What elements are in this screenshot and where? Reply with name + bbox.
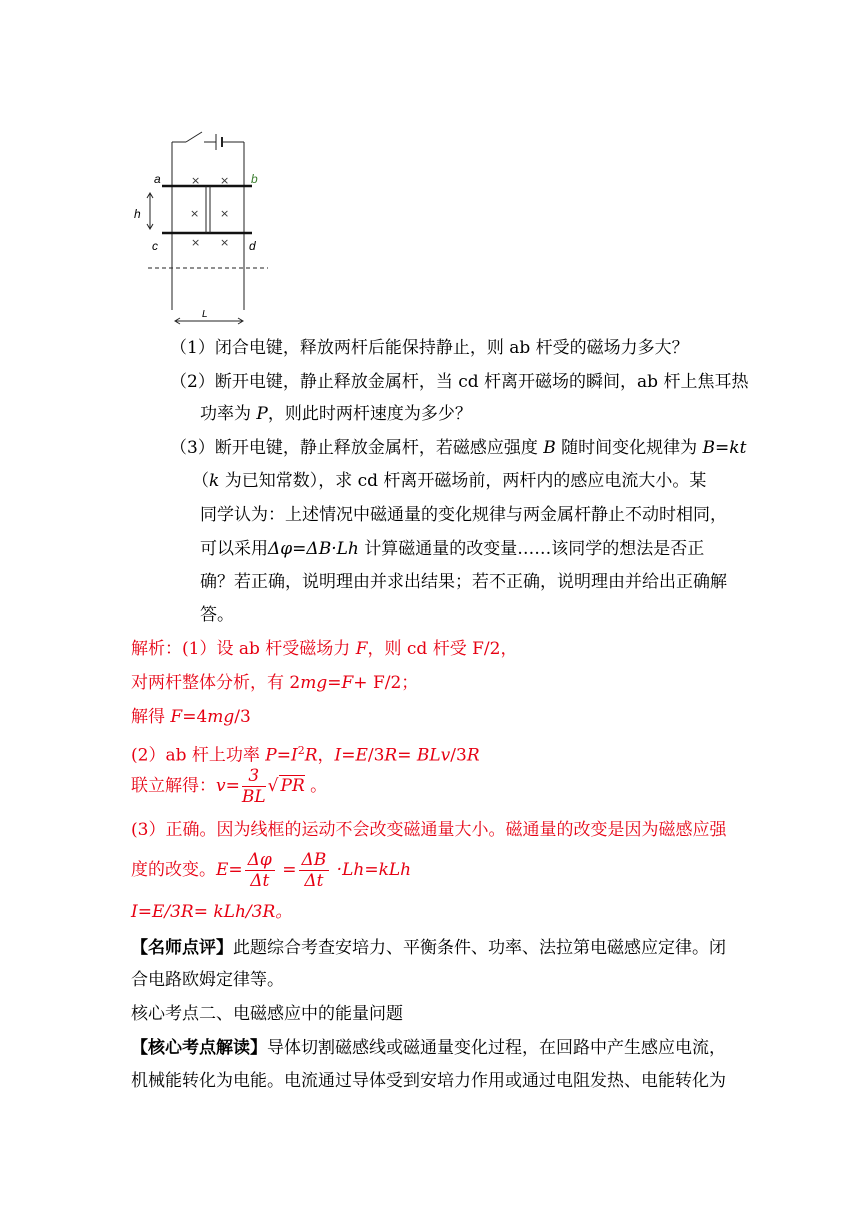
- question-1: （1）闭合电键，释放两杆后能保持静止，则 ab 杆受的磁场力多大？: [170, 338, 689, 358]
- label-a: a: [154, 172, 161, 186]
- label-c: c: [152, 239, 158, 253]
- comment-line-1: 【名师点评】此题综合考查安培力、平衡条件、功率、法拉第电磁感应定律。闭: [131, 938, 726, 958]
- fraction-3-over-BL: $\frac{3}{BL}$: [241, 766, 266, 807]
- question-2-line-1: （2）断开电键，静止释放金属杆，当 cd 杆离开磁场的瞬间，ab 杆上焦耳热: [170, 372, 749, 392]
- solution-line-4: (2）ab 杆上功率 $P=I^2R$，I=E/3R= BLv/3R: [131, 744, 480, 766]
- svg-text:×: ×: [191, 174, 201, 187]
- svg-text:×: ×: [191, 236, 201, 249]
- question-3-line-4: 可以采用Δφ=ΔB·Lh 计算磁通量的改变量……该同学的想法是否正: [200, 539, 705, 559]
- question-2-line-2: 功率为 P，则此时两杆速度为多少？: [200, 404, 472, 424]
- circuit-svg: [128, 118, 278, 333]
- question-3-line-3: 同学认为：上述情况中磁通量的变化规律与两金属杆静止不动时相同，: [200, 505, 727, 525]
- question-3-line-1: （3）断开电键，静止释放金属杆，若磁感应强度 B 随时间变化规律为 B=kt: [170, 438, 747, 458]
- solution-line-2: 对两杆整体分析，有 2mg=F+ F/2；: [131, 673, 419, 693]
- section-heading: 核心考点二、电磁感应中的能量问题: [131, 1004, 403, 1024]
- label-b: b: [251, 172, 258, 186]
- core-point-line-2: 机械能转化为电能。电流通过导体受到安培力作用或通过电阻发热、电能转化为: [131, 1071, 726, 1091]
- solution-line-5: 联立解得：v= $\frac{3}{BL}$ √ PR 。: [131, 766, 328, 807]
- solution-line-6: (3）正确。因为线框的运动不会改变磁通量大小。磁通量的改变是因为磁感应强: [131, 820, 727, 840]
- question-3-line-2: （k 为已知常数），求 cd 杆离开磁场前，两杆内的感应电流大小。某: [192, 471, 707, 491]
- fraction-dphi-dt: $\frac{\Delta\varphi}{\Delta t}$: [245, 850, 275, 891]
- fraction-dB-dt: $\frac{\Delta B}{\Delta t}$: [299, 850, 330, 891]
- label-d: d: [249, 239, 256, 253]
- solution-line-8: I=E/3R= kLh/3R。: [131, 902, 293, 922]
- svg-text:×: ×: [220, 207, 230, 220]
- question-3-line-6: 答。: [200, 605, 234, 625]
- question-3-line-5: 确？若正确，说明理由并求出结果；若不正确，说明理由并给出正确解: [200, 572, 727, 592]
- label-h: h: [134, 207, 141, 221]
- switch: [186, 132, 202, 142]
- comment-line-2: 合电路欧姆定律等。: [131, 970, 284, 990]
- label-L: L: [202, 309, 208, 320]
- core-point-line-1: 【核心考点解读】导体切割磁感线或磁通量变化过程，在回路中产生感应电流，: [131, 1038, 726, 1058]
- circuit-diagram: [128, 118, 278, 333]
- svg-text:×: ×: [190, 207, 200, 220]
- svg-text:×: ×: [220, 174, 230, 187]
- solution-line-3: 解得 F=4mg/3: [131, 707, 251, 727]
- solution-line-7: 度的改变。E= $\frac{\Delta\varphi}{\Delta t}$ = $\frac{\Delta B}{\Delta t}$ ·Lh=kLh: [131, 850, 412, 891]
- svg-text:×: ×: [220, 236, 230, 249]
- solution-line-1: 解析：(1）设 ab 杆受磁场力 F，则 cd 杆受 F/2，: [131, 639, 518, 659]
